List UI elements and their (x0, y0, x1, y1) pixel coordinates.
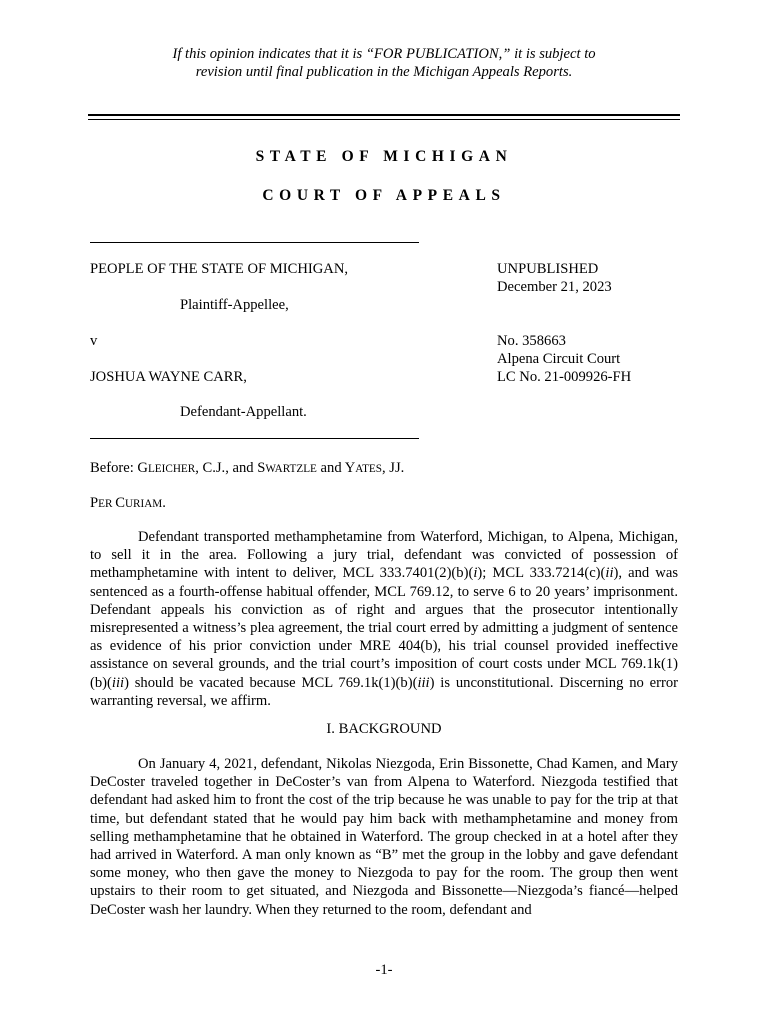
paragraph-1-text-b: ); MCL 333.7214(c)( (477, 565, 606, 582)
judge-2-name: WARTZLE (265, 463, 317, 475)
judge-3-name: ATES (355, 463, 382, 475)
defendant-name: JOSHUA WAYNE CARR, (90, 369, 247, 385)
judge-3-initial: Y (344, 460, 356, 476)
panel-line (90, 459, 404, 478)
judge-3-suffix: , JJ. (382, 460, 405, 476)
paragraph-1-text-c: ), and was sentenced as a fourth-offense habitual offender, MCL 769.12, to serve 6 to 20 years’ imprisonment. Defendant appeals his conviction as of right and argues that the prosecutor intentionally misrepresented a witness’s plea agreement, the trial court erred by admitting a judgment of sentence as evidence of his prior conviction under MRE 404(b), his trial counsel provided ineffective assistance on several grounds, and the trial court’s imposition of court costs under MCL 769.1k(1)(b)( (90, 565, 679, 691)
paragraph-1-italic-3: iii (111, 674, 125, 691)
per-curiam-er: ER (98, 498, 116, 510)
per-curiam-period: . (162, 495, 166, 511)
judge-2-initial: S (257, 460, 266, 476)
publication-status: UNPUBLISHED (497, 261, 599, 277)
publication-notice-line-2: revision until final publication in the Michigan Appeals Reports. (195, 64, 573, 80)
page-number: -1- (375, 962, 393, 978)
lower-court: Alpena Circuit Court (497, 351, 621, 367)
publication-notice-line-1: If this opinion indicates that it is “FOR PUBLICATION,” it is subject to (172, 46, 596, 62)
opinion-date: December 21, 2023 (497, 279, 612, 295)
header-rule-thin (88, 119, 680, 120)
judge-2-suffix: and (316, 460, 345, 476)
paragraph-1-text-a: Defendant transported methamphetamine from Waterford, Michigan, to Alpena, Michigan, to sell it in the area. Following a jury trial, defendant was convicted of possession of methamphetamine with intent to deliver, MCL 333.7401(2)(b)( (90, 529, 678, 582)
plaintiff-name: PEOPLE OF THE STATE OF MICHIGAN, (90, 261, 349, 277)
per-curiam-p: P (90, 495, 99, 511)
publication-notice (90, 45, 678, 81)
lower-court-number: LC No. 21-009926-FH (497, 369, 632, 385)
per-curiam (90, 494, 166, 513)
paragraph-1-italic-4: iii (417, 674, 430, 691)
judge-1-name: LEICHER (147, 463, 196, 475)
header-rule-thick (88, 114, 680, 116)
per-curiam-c: C (115, 495, 125, 511)
paragraph-1-text-d: ) should be vacated because MCL 769.1k(1)(b)( (124, 674, 418, 691)
state-title: STATE OF MICHIGAN (255, 148, 513, 165)
paragraph-1-text-e: ) is unconstitutional. Discerning no error warranting reversal, we affirm. (90, 674, 679, 709)
court-title: COURT OF APPEALS (262, 187, 506, 204)
versus: v (90, 333, 98, 349)
opinion-paragraph-2: On January 4, 2021, defendant, Nikolas Niezgoda, Erin Bissonette, Chad Kamen, and Mary DeCoster traveled together in DeCoster’s van from Alpena to Waterford. Niezgoda testified that defendant had asked him to front the cost of the trip because he was unable to pay for the trip at that time, but defendant stated that he would pay him back with methamphetamine and money from selling methamphetamine that he obtained in Waterford. The group checked in at a hotel after they had arrived in Waterford. A man only known as “B” met the group in the lobby and gave defendant some money, who then gave the money to Niezgoda to pay for the room. The group then went upstairs to their room to get situated, and Niezgoda and Bissonette—Niezgoda’s fiancé—helped DeCoster wash her laundry. When they returned to the room, defendant and (90, 756, 678, 918)
judge-1-initial: G (137, 460, 148, 476)
paragraph-1-italic-1: i (473, 565, 478, 582)
docket-number: No. 358663 (497, 333, 566, 349)
caption-rule-top (90, 242, 419, 243)
per-curiam-uriam: URIAM (124, 498, 163, 510)
judge-1-suffix: , C.J., and (195, 460, 258, 476)
paragraph-1-italic-2: ii (605, 565, 614, 582)
plaintiff-role: Plaintiff-Appellee, (180, 297, 289, 313)
defendant-role: Defendant-Appellant. (180, 404, 307, 420)
opinion-paragraph-1 (90, 528, 678, 710)
section-heading-background: I. BACKGROUND (326, 721, 442, 737)
panel-before: Before: (90, 460, 138, 476)
caption-rule-bottom (90, 438, 419, 439)
